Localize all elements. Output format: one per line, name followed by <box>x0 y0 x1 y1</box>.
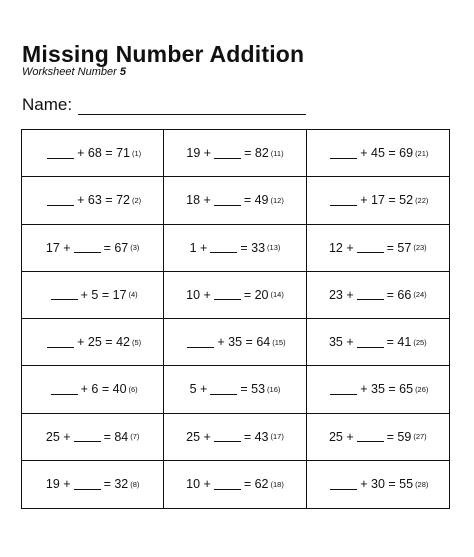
problem-right-term: = 53 <box>240 382 266 397</box>
problem-number: (14) <box>270 290 284 300</box>
problem-right-term: + 6 = 40 <box>80 382 127 397</box>
answer-blank[interactable] <box>330 479 357 490</box>
problem-right-term: = 84 <box>103 429 129 444</box>
problem-right-term: = 67 <box>103 240 129 255</box>
problem-right-term: + 45 = 69 <box>360 146 414 161</box>
problem-number: (23) <box>413 243 427 253</box>
answer-blank[interactable] <box>187 337 214 348</box>
problem-left-term: 12 + <box>328 240 354 255</box>
problem-cell <box>164 461 306 508</box>
problem-cell <box>22 366 164 413</box>
worksheet-subtitle-label: Worksheet Number <box>22 66 117 78</box>
problem-cell <box>307 414 449 461</box>
problem-cell <box>307 272 449 319</box>
worksheet-title: Missing Number Addition <box>22 41 305 67</box>
problem-cell <box>22 414 164 461</box>
problem-right-term: + 68 = 71 <box>77 146 130 161</box>
problem-right-term: = 41 <box>386 335 412 350</box>
problem-cell <box>307 461 449 508</box>
name-label: Name: <box>22 95 73 114</box>
problem-cell <box>307 225 449 272</box>
problem-right-term: = 66 <box>386 287 412 302</box>
answer-blank[interactable] <box>47 148 74 159</box>
problem-number: (22) <box>415 195 429 205</box>
answer-blank[interactable] <box>51 289 78 300</box>
problem-number: (8) <box>130 479 140 489</box>
problem-number: (12) <box>270 195 284 205</box>
problem-right-term: + 25 = 42 <box>77 335 130 350</box>
problem-cell <box>307 319 449 366</box>
answer-blank[interactable] <box>330 384 357 395</box>
problem-left-term: 10 + <box>186 287 211 302</box>
problem-left-term: 25 + <box>45 429 71 444</box>
worksheet-subtitle <box>22 66 126 78</box>
problem-number: (26) <box>415 384 429 394</box>
problem-number: (25) <box>413 337 427 347</box>
problem-number: (18) <box>270 479 284 489</box>
problem-grid <box>21 129 450 509</box>
problem-number: (4) <box>128 290 138 300</box>
problem-cell <box>164 366 306 413</box>
problem-cell <box>307 177 449 224</box>
answer-blank[interactable] <box>357 242 384 253</box>
problem-left-term: 10 + <box>186 477 211 492</box>
problem-right-term: + 17 = 52 <box>360 193 414 208</box>
problem-number: (15) <box>272 337 286 347</box>
problem-number: (3) <box>130 243 140 253</box>
name-blank-line[interactable] <box>78 98 306 115</box>
problem-cell <box>22 177 164 224</box>
problem-right-term: = 33 <box>240 240 266 255</box>
answer-blank[interactable] <box>74 479 101 490</box>
problem-right-term: = 32 <box>103 477 129 492</box>
answer-blank[interactable] <box>47 337 74 348</box>
problem-number: (6) <box>128 384 138 394</box>
problem-right-term: + 35 = 64 <box>217 335 271 350</box>
problem-number: (2) <box>131 195 142 205</box>
problem-number: (5) <box>131 337 142 347</box>
problem-cell <box>22 461 164 508</box>
problem-right-term: = 62 <box>243 477 269 492</box>
problem-right-term: + 35 = 65 <box>360 382 414 397</box>
answer-blank[interactable] <box>47 195 74 206</box>
problem-cell <box>22 225 164 272</box>
problem-left-term: 19 + <box>45 477 71 492</box>
problem-right-term: + 30 = 55 <box>360 477 414 492</box>
problem-cell <box>164 272 306 319</box>
answer-blank[interactable] <box>74 431 101 442</box>
problem-number: (28) <box>415 479 429 489</box>
problem-left-term: 35 + <box>328 335 354 350</box>
problem-cell <box>307 366 449 413</box>
answer-blank[interactable] <box>214 195 241 206</box>
problem-number: (16) <box>267 384 281 394</box>
problem-cell <box>164 414 306 461</box>
problem-cell <box>164 319 306 366</box>
problem-cell <box>22 272 164 319</box>
answer-blank[interactable] <box>210 242 237 253</box>
problem-number: (21) <box>415 148 429 158</box>
problem-number: (1) <box>131 148 142 158</box>
answer-blank[interactable] <box>214 431 241 442</box>
answer-blank[interactable] <box>357 431 384 442</box>
problem-number: (17) <box>270 432 284 442</box>
name-row <box>22 95 306 115</box>
problem-left-term: 25 + <box>328 429 354 444</box>
answer-blank[interactable] <box>51 384 78 395</box>
problem-right-term: = 59 <box>386 429 412 444</box>
problem-right-term: + 63 = 72 <box>77 193 130 208</box>
answer-blank[interactable] <box>214 289 241 300</box>
answer-blank[interactable] <box>74 242 101 253</box>
problem-right-term: = 57 <box>386 240 412 255</box>
problem-left-term: 1 + <box>189 240 208 255</box>
answer-blank[interactable] <box>330 195 357 206</box>
problem-right-term: + 5 = 17 <box>80 287 127 302</box>
problem-cell <box>164 225 306 272</box>
problem-right-term: = 43 <box>243 429 269 444</box>
problem-cell <box>164 130 306 177</box>
problem-right-term: = 82 <box>244 146 269 161</box>
answer-blank[interactable] <box>210 384 237 395</box>
answer-blank[interactable] <box>357 337 384 348</box>
problem-right-term: = 49 <box>243 193 269 208</box>
problem-number: (13) <box>267 243 281 253</box>
problem-number: (27) <box>413 432 427 442</box>
problem-left-term: 23 + <box>328 287 354 302</box>
problem-cell <box>307 130 449 177</box>
problem-number: (7) <box>130 432 140 442</box>
answer-blank[interactable] <box>214 148 241 159</box>
problem-cell <box>164 177 306 224</box>
problem-left-term: 19 + <box>186 146 212 161</box>
answer-blank[interactable] <box>214 479 241 490</box>
problem-number: (11) <box>270 148 284 158</box>
answer-blank[interactable] <box>330 148 357 159</box>
problem-left-term: 25 + <box>186 429 211 444</box>
problem-left-term: 17 + <box>45 240 71 255</box>
problem-left-term: 5 + <box>189 382 208 397</box>
problem-cell <box>22 130 164 177</box>
problem-left-term: 18 + <box>186 193 211 208</box>
problem-right-term: = 20 <box>243 287 269 302</box>
worksheet-number: 5 <box>119 66 126 78</box>
problem-number: (24) <box>413 290 427 300</box>
problem-cell <box>22 319 164 366</box>
answer-blank[interactable] <box>357 289 384 300</box>
